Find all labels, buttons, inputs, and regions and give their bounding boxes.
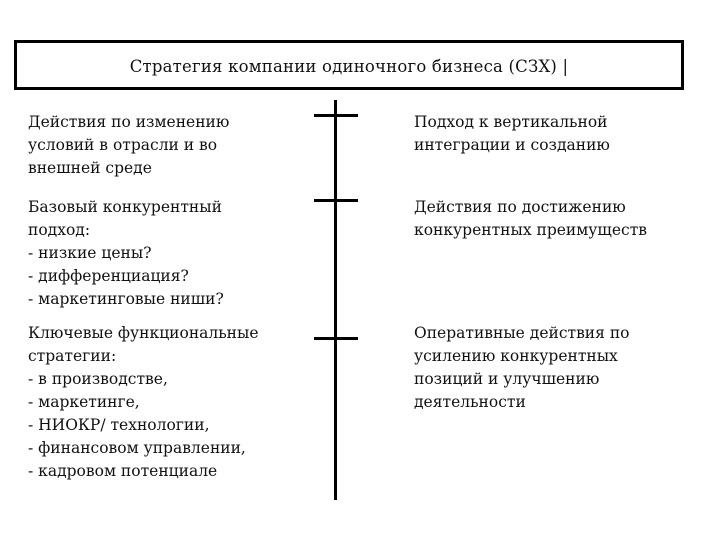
right-block-1-line: Подход к вертикальной bbox=[414, 113, 608, 131]
left-block-functional-strategies bbox=[28, 322, 259, 483]
left-block-3-line: - кадровом потенциале bbox=[28, 462, 218, 480]
strategy-header-box bbox=[14, 40, 684, 90]
left-block-3-line: - в производстве, bbox=[28, 370, 168, 388]
right-block-2-line: Действия по достижению bbox=[414, 198, 626, 216]
axis-tick-2 bbox=[314, 199, 358, 202]
right-block-3-line: Оперативные действия по bbox=[414, 324, 630, 342]
left-block-2-line: подход: bbox=[28, 221, 91, 239]
strategy-title: Стратегия компании одиночного бизнеса (СЗХ) | bbox=[129, 57, 569, 76]
left-block-2-line: Базовый конкурентный bbox=[28, 198, 222, 216]
left-block-3-line: стратегии: bbox=[28, 347, 117, 365]
right-block-3-line: усилению конкурентных bbox=[414, 347, 618, 365]
left-block-3-line: - маркетинге, bbox=[28, 393, 140, 411]
axis-tick-3 bbox=[314, 337, 358, 340]
right-block-operational-actions bbox=[414, 322, 630, 414]
right-block-vertical-integration bbox=[414, 111, 610, 157]
right-block-3-line: позиций и улучшению bbox=[414, 370, 600, 388]
right-block-3-line: деятельности bbox=[414, 393, 526, 411]
central-axis-line bbox=[334, 100, 337, 500]
left-block-3-line: Ключевые функциональные bbox=[28, 324, 259, 342]
left-block-1-line: условий в отрасли и во bbox=[28, 136, 218, 154]
axis-tick-1 bbox=[314, 114, 358, 117]
right-block-competitive-advantage bbox=[414, 196, 647, 242]
right-block-1-line: интеграции и созданию bbox=[414, 136, 610, 154]
left-block-3-line: - финансовом управлении, bbox=[28, 439, 246, 457]
left-block-3-line: - НИОКР/ технологии, bbox=[28, 416, 210, 434]
left-block-1-line: внешней среде bbox=[28, 159, 152, 177]
left-block-2-line: - маркетинговые ниши? bbox=[28, 290, 224, 308]
right-block-2-line: конкурентных преимуществ bbox=[414, 221, 647, 239]
left-block-2-line: - низкие цены? bbox=[28, 244, 152, 262]
left-block-industry-actions bbox=[28, 111, 229, 180]
left-block-1-line: Действия по изменению bbox=[28, 113, 230, 131]
left-block-competitive-approach bbox=[28, 196, 224, 311]
left-block-2-line: - дифференциация? bbox=[28, 267, 189, 285]
